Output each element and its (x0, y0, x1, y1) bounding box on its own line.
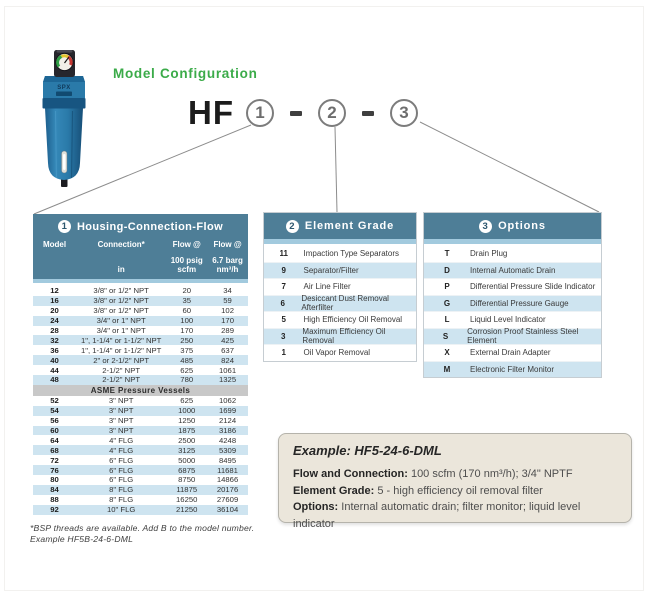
code-cell: 9 (281, 265, 286, 275)
table-row (33, 316, 248, 326)
example-lines (293, 466, 617, 532)
column-header-line (33, 256, 76, 265)
connection-cell: 3/4" or 1" NPT (96, 316, 146, 326)
table-row (33, 465, 248, 475)
model-cell: 16 (50, 296, 59, 306)
housing-connection-flow-table (33, 214, 248, 515)
connection-cell: 10" FLG (106, 505, 136, 515)
divider (264, 239, 416, 246)
connection-cell: 8" FLG (109, 485, 134, 495)
circled-number-3: 3 (390, 99, 418, 127)
connection-cell: 4" FLG (109, 435, 134, 445)
code-cell: 5 (281, 315, 286, 325)
column-header-line (76, 256, 166, 265)
table-row (33, 416, 248, 426)
model-cell: 68 (50, 445, 59, 455)
table-row (424, 328, 601, 345)
example-line: Options: Internal automatic drain; filter monitor; liquid level indicator (293, 501, 581, 530)
table-body (33, 286, 248, 515)
example-line-label: Options: (293, 501, 339, 513)
model-cell: 52 (50, 396, 59, 406)
table-title (424, 213, 601, 239)
label-cell: Differential Pressure Gauge (470, 298, 569, 308)
label-cell: External Drain Adapter (470, 348, 551, 358)
connection-cell: 6" FLG (109, 465, 134, 475)
label-cell: Desiccant Dust Removal Afterfilter (301, 294, 389, 313)
table-row (424, 344, 601, 361)
flow-nm3h-cell: 1061 (219, 365, 237, 375)
label-cell: Internal Automatic Drain (470, 265, 556, 275)
label-cell: Differential Pressure Slide Indicator (470, 282, 596, 292)
circled-number-2: 2 (318, 99, 346, 127)
table-row (424, 295, 601, 312)
code-cell: M (443, 364, 451, 374)
connection-cell: 3" NPT (108, 426, 134, 436)
footnote (30, 523, 254, 545)
svg-text:SPX: SPX (57, 85, 71, 91)
column-header-line: Flow @ (213, 240, 242, 249)
flow-scfm-cell: 16250 (176, 495, 198, 505)
code-cell: 7 (281, 282, 286, 292)
label-cell: Oil Vapor Removal (303, 348, 371, 358)
column-header-line: 100 psig (170, 256, 203, 265)
connection-cell: 8" FLG (109, 495, 134, 505)
connection-cell: 3" NPT (108, 396, 134, 406)
table-title-text: Housing-Connection-Flow (76, 220, 224, 233)
column-header-line: Model (42, 240, 67, 249)
divider (424, 239, 601, 246)
table-row (33, 455, 248, 465)
example-box (278, 433, 632, 530)
code-cell: 1 (281, 348, 286, 358)
code-cell: 6 (280, 298, 285, 308)
number-badge: 3 (479, 220, 492, 233)
flow-scfm-cell: 1000 (178, 406, 196, 416)
column-headers (33, 239, 248, 279)
flow-scfm-cell: 1875 (178, 426, 196, 436)
model-cell: 54 (50, 406, 59, 416)
label-cell: Liquid Level Indicator (470, 315, 546, 325)
column-header-line: 6.7 barg (212, 256, 243, 265)
flow-scfm-cell: 6875 (178, 465, 196, 475)
flow-scfm-cell: 625 (180, 365, 194, 375)
flow-scfm-cell: 485 (180, 355, 194, 365)
model-cell: 20 (50, 306, 59, 316)
connection-cell: 1", 1-1/4" or 1-1/2" NPT (80, 335, 162, 345)
table-row (33, 296, 248, 306)
connection-cell: 3/8" or 1/2" NPT (93, 296, 149, 306)
number-badge: 1 (58, 220, 71, 233)
table-row (33, 406, 248, 416)
label-cell: Maximum Efficiency Oil Removal (302, 327, 386, 346)
table-row (264, 311, 416, 328)
label-cell: High Efficiency Oil Removal (303, 315, 403, 325)
code-cell: D (444, 265, 450, 275)
flow-nm3h-cell: 1325 (219, 375, 237, 385)
table-row (33, 396, 248, 406)
flow-nm3h-cell: 1062 (219, 396, 237, 406)
table-body (424, 246, 601, 377)
example-line: Flow and Connection: 100 scfm (170 nm³/h); 3/4" NPTF (293, 468, 573, 480)
table-row (264, 328, 416, 345)
table-row (264, 262, 416, 279)
footnote-line: *BSP threads are available. Add B to the model number. (30, 523, 255, 533)
flow-scfm-cell: 780 (180, 375, 194, 385)
connection-cell: 3" NPT (108, 406, 134, 416)
table-row (424, 311, 601, 328)
options-table (423, 212, 602, 378)
flow-nm3h-cell: 11681 (217, 465, 238, 475)
table-row (264, 295, 416, 312)
flow-scfm-cell: 5000 (178, 455, 196, 465)
flow-nm3h-cell: 14866 (216, 475, 239, 485)
table-row (33, 505, 248, 515)
model-cell: 24 (50, 316, 59, 326)
label-cell: Corrosion Proof Stainless Steel Element (467, 327, 579, 346)
column-header (207, 240, 248, 274)
flow-scfm-cell: 11875 (176, 485, 198, 495)
example-line: Element Grade: 5 - high efficiency oil removal filter (293, 484, 543, 497)
code-cell: L (444, 315, 450, 325)
example-heading: Example: HF5-24-6-DML (293, 443, 442, 458)
column-header-line: Flow @ (172, 240, 201, 249)
table-row (424, 246, 601, 262)
flow-nm3h-cell: 27609 (216, 495, 239, 505)
connection-cell: 6" FLG (109, 455, 134, 465)
column-header-line (33, 265, 76, 274)
table-row (33, 365, 248, 375)
connection-cell: 3/8" or 1/2" NPT (93, 286, 149, 296)
table-row (33, 445, 248, 455)
table-row (33, 485, 248, 495)
label-cell: Air Line Filter (303, 282, 351, 292)
model-cell: 92 (50, 505, 59, 515)
table-title-text: Element Grade (304, 220, 395, 232)
connection-cell: 3" NPT (108, 416, 134, 426)
flow-nm3h-cell: 425 (221, 335, 234, 345)
table-row (264, 246, 416, 262)
code-cell: S (442, 331, 449, 341)
table-title (33, 214, 248, 239)
model-cell: 28 (50, 326, 59, 335)
code-cell: G (443, 298, 451, 308)
model-cell: 40 (50, 355, 59, 365)
connection-cell: 3/8" or 1/2" NPT (93, 306, 149, 316)
table-title (264, 213, 416, 239)
page-title: Model Configuration (113, 66, 258, 81)
model-cell: 44 (50, 365, 59, 375)
flow-nm3h-cell: 59 (223, 296, 232, 306)
model-cell: 12 (50, 286, 59, 296)
flow-nm3h-cell: 824 (221, 355, 234, 365)
flow-nm3h-cell: 4248 (219, 435, 237, 445)
connection-cell: 4" FLG (109, 445, 134, 455)
code-cell: 11 (279, 249, 288, 259)
flow-scfm-cell: 625 (180, 396, 194, 406)
table-row (33, 355, 248, 365)
flow-scfm-cell: 375 (180, 345, 194, 355)
label-cell: Impaction Type Separators (303, 249, 399, 259)
flow-scfm-cell: 35 (182, 296, 191, 306)
table-row (424, 262, 601, 279)
flow-nm3h-cell: 102 (221, 306, 234, 316)
flow-nm3h-cell: 36104 (216, 505, 239, 515)
label-cell: Drain Plug (470, 249, 508, 259)
flow-nm3h-cell: 20176 (216, 485, 239, 495)
flow-nm3h-cell: 2124 (219, 416, 237, 426)
circled-number-1: 1 (246, 99, 274, 127)
model-cell: 64 (50, 435, 59, 445)
table-row (33, 475, 248, 485)
model-prefix: HF (188, 94, 234, 131)
element-grade-table (263, 212, 417, 362)
model-cell: 32 (50, 335, 59, 345)
column-header (33, 240, 76, 274)
connection-cell: 2-1/2" NPT (102, 375, 141, 385)
table-row (33, 345, 248, 355)
number-badge: 2 (286, 220, 299, 233)
code-cell: P (444, 282, 450, 292)
table-row (33, 326, 248, 336)
code-cell: T (444, 249, 450, 259)
model-cell: 36 (50, 345, 59, 355)
flow-nm3h-cell: 289 (221, 326, 234, 335)
model-cell: 84 (50, 485, 59, 495)
model-cell: 48 (50, 375, 59, 385)
connection-cell: 3/4" or 1" NPT (96, 326, 146, 335)
label-cell: Separator/Filter (303, 265, 359, 275)
flow-scfm-cell: 100 (180, 316, 194, 326)
flow-scfm-cell: 3125 (178, 445, 196, 455)
flow-scfm-cell: 170 (180, 326, 194, 335)
table-row (33, 375, 248, 385)
column-header-line: scfm (177, 265, 197, 274)
table-body (264, 246, 416, 361)
connection-cell: 2-1/2" NPT (102, 365, 141, 375)
model-cell: 80 (50, 475, 59, 485)
flow-scfm-cell: 8750 (178, 475, 196, 485)
table-row (424, 278, 601, 295)
table-row (33, 286, 248, 296)
example-line-label: Element Grade: (293, 484, 375, 497)
model-cell: 56 (50, 416, 59, 426)
flow-nm3h-cell: 8495 (219, 455, 237, 465)
column-header-line: Connection* (97, 240, 145, 249)
flow-scfm-cell: 21250 (176, 505, 198, 515)
table-row (424, 361, 601, 378)
model-cell: 76 (50, 465, 59, 475)
column-header-line: nm³/h (216, 265, 239, 274)
code-cell: X (444, 348, 450, 358)
table-title-text: Options (498, 220, 546, 232)
flow-scfm-cell: 60 (182, 306, 191, 316)
connection-cell: 2" or 2-1/2" NPT (93, 355, 150, 365)
column-header (166, 240, 207, 274)
table-row (33, 495, 248, 505)
connection-cell: 1", 1-1/4" or 1-1/2" NPT (80, 345, 162, 355)
table-row (264, 278, 416, 295)
model-cell: 72 (50, 455, 59, 465)
table-row (33, 335, 248, 345)
flow-nm3h-cell: 1699 (219, 406, 237, 416)
table-row (264, 344, 416, 361)
table-row (33, 435, 248, 445)
label-cell: Electronic Filter Monitor (470, 364, 555, 374)
model-cell: 88 (50, 495, 59, 505)
connection-cell: 6" FLG (109, 475, 134, 485)
asme-subheader: ASME Pressure Vessels (33, 385, 248, 396)
flow-nm3h-cell: 5309 (219, 445, 237, 455)
column-header-line: in (117, 265, 125, 274)
table-row (33, 426, 248, 436)
column-header (76, 240, 166, 274)
flow-scfm-cell: 20 (182, 286, 191, 296)
code-cell: 3 (280, 331, 286, 341)
table-row (33, 306, 248, 316)
flow-nm3h-cell: 637 (221, 345, 234, 355)
flow-nm3h-cell: 34 (223, 286, 232, 296)
flow-scfm-cell: 250 (180, 335, 194, 345)
flow-scfm-cell: 1250 (178, 416, 196, 426)
flow-scfm-cell: 2500 (178, 435, 196, 445)
footnote-line: Example HF5B-24-6-DML (30, 534, 134, 544)
example-line-label: Flow and Connection: (293, 468, 408, 480)
flow-nm3h-cell: 3186 (219, 426, 237, 436)
model-cell: 60 (50, 426, 59, 436)
flow-nm3h-cell: 170 (221, 316, 234, 326)
